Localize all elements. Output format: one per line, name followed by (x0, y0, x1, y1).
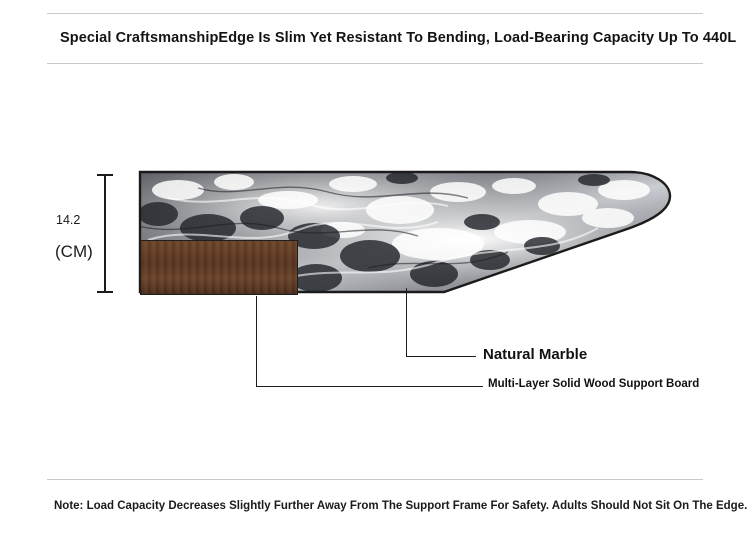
wood-leader-horizontal (256, 386, 483, 387)
divider-under-title (47, 63, 703, 64)
marble-leader-vertical (406, 288, 407, 356)
dimension-value: 14.2 (56, 213, 81, 227)
callout-label-wood: Multi-Layer Solid Wood Support Board (488, 378, 700, 390)
dimension-cap-top (97, 174, 113, 176)
marble-leader-horizontal (406, 356, 476, 357)
multi-layer-solid-wood-board (140, 240, 298, 295)
footnote-text: Note: Load Capacity Decreases Slightly Further Away From The Support Frame For Safety. Adults Should Not Sit On The Edge. (54, 500, 748, 512)
callout-label-marble: Natural Marble (483, 346, 588, 363)
dimension-cap-bottom (97, 291, 113, 293)
dimension-unit: (CM) (55, 242, 93, 261)
cross-section-diagram (0, 150, 750, 410)
dimension-bracket-line (104, 174, 106, 292)
divider-bottom (47, 479, 703, 480)
divider-top (47, 13, 703, 14)
page-title: Special CraftsmanshipEdge Is Slim Yet Resistant To Bending, Load-Bearing Capacity Up To 440L (60, 30, 737, 46)
wood-leader-vertical (256, 296, 257, 386)
